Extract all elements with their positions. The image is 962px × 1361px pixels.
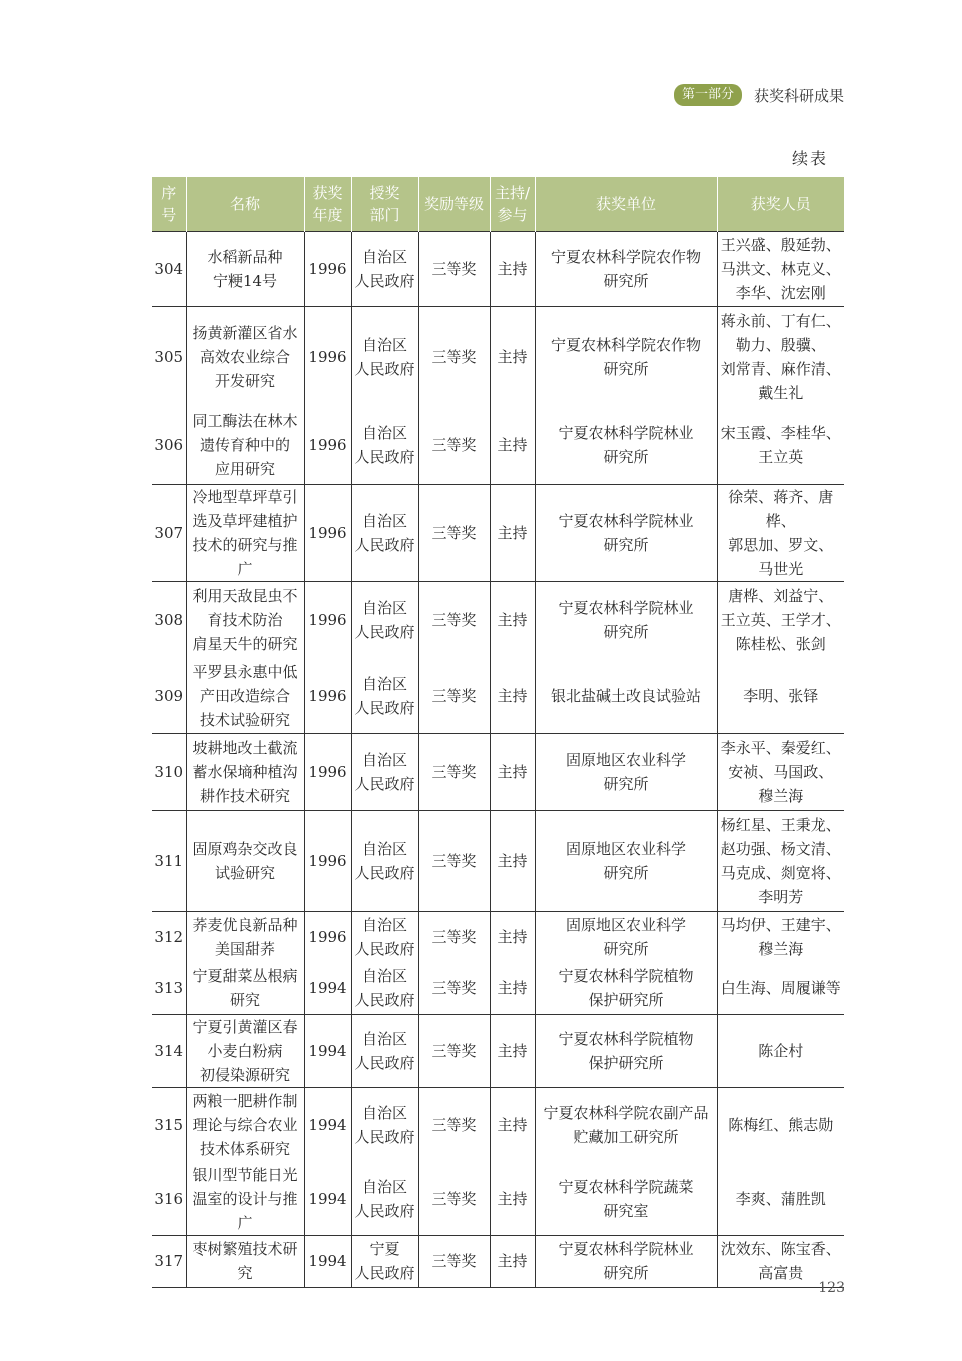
col-header-name: 名称 (186, 177, 304, 232)
cell-dept: 自治区 人民政府 (351, 485, 418, 582)
col-header-no: 序 号 (152, 177, 186, 232)
table-row (152, 1015, 844, 1088)
cell-people: 宋玉霞、李桂华、 王立英 (717, 407, 844, 485)
cell-name: 同工酶法在林木 遗传育种中的 应用研究 (186, 407, 304, 485)
cell-unit: 固原地区农业科学 研究所 (535, 811, 717, 912)
cell-unit: 银北盐碱土改良试验站 (535, 659, 717, 734)
cell-level: 三等奖 (418, 1015, 490, 1088)
table-row (152, 1163, 844, 1236)
cell-people: 唐桦、刘益宁、 王立英、王学才、 陈桂松、张剑 (717, 582, 844, 659)
cell-role: 主持 (490, 811, 535, 912)
cell-year: 1996 (304, 811, 351, 912)
cell-name: 枣树繁殖技术研究 (186, 1235, 304, 1287)
cell-dept: 自治区 人民政府 (351, 307, 418, 407)
cell-dept: 自治区 人民政府 (351, 1163, 418, 1236)
cell-unit: 宁夏农林科学院农副产品 贮藏加工研究所 (535, 1088, 717, 1163)
cell-dept: 自治区 人民政府 (351, 811, 418, 912)
cell-role: 主持 (490, 582, 535, 659)
cell-dept: 自治区 人民政府 (351, 659, 418, 734)
table-row (152, 232, 844, 307)
cell-dept: 自治区 人民政府 (351, 962, 418, 1015)
cell-role: 主持 (490, 962, 535, 1015)
cell-level: 三等奖 (418, 659, 490, 734)
cell-role: 主持 (490, 912, 535, 962)
cell-year: 1994 (304, 1088, 351, 1163)
cell-role: 主持 (490, 1163, 535, 1236)
cell-unit: 宁夏农林科学院蔬菜 研究室 (535, 1163, 717, 1236)
section-title: 获奖科研成果 (753, 86, 844, 105)
cell-year: 1994 (304, 1235, 351, 1287)
cell-people: 马均伊、王建宇、 穆兰海 (717, 912, 844, 962)
cell-role: 主持 (490, 1088, 535, 1163)
cell-name: 利用天敌昆虫不 育技术防治 肩星天牛的研究 (186, 582, 304, 659)
cell-level: 三等奖 (418, 1235, 490, 1287)
cell-people: 杨红星、王秉龙、 赵功强、杨文清、 马克成、剡宽将、 李明芳 (717, 811, 844, 912)
cell-no: 304 (152, 232, 186, 307)
col-header-level: 奖励等级 (418, 177, 490, 232)
table-row (152, 582, 844, 659)
cell-no: 306 (154, 436, 184, 455)
table-row (152, 485, 844, 582)
cell-dept: 自治区 人民政府 (351, 734, 418, 811)
page-number: 123 (818, 1280, 845, 1296)
cell-role: 主持 (490, 307, 535, 407)
table-row (152, 307, 844, 407)
cell-people: 徐荣、蒋齐、唐桦、 郭思加、罗文、 马世光 (717, 485, 844, 582)
cell-year: 1996 (304, 912, 351, 962)
col-header-dept: 授奖 部门 (351, 177, 418, 232)
cell-people: 李爽、蒲胜凯 (717, 1163, 844, 1236)
cell-dept: 自治区 人民政府 (351, 912, 418, 962)
cell-no: 308 (152, 582, 186, 659)
cell-level: 三等奖 (418, 962, 490, 1015)
cell-people: 陈梅红、熊志勋 (717, 1088, 844, 1163)
table-header-row (152, 177, 844, 232)
cell-name: 固原鸡杂交改良 试验研究 (186, 811, 304, 912)
col-header-unit: 获奖单位 (535, 177, 717, 232)
cell-name: 水稻新品种 宁粳14号 (186, 232, 304, 307)
cell-year: 1996 (304, 659, 351, 734)
cell-no: 314 (152, 1015, 186, 1088)
cell-unit: 宁夏农林科学院农作物 研究所 (535, 307, 717, 407)
cell-unit: 宁夏农林科学院林业 研究所 (535, 485, 717, 582)
table-row (152, 1088, 844, 1163)
cell-name: 宁夏甜菜丛根病 研究 (186, 962, 304, 1015)
cell-level: 三等奖 (418, 232, 490, 307)
cell-role: 主持 (490, 1015, 535, 1088)
cell-unit: 宁夏农林科学院林业 研究所 (535, 1235, 717, 1287)
col-header-role: 主持/ 参与 (490, 177, 535, 232)
cell-name: 两粮一肥耕作制 理论与综合农业 技术体系研究 (186, 1088, 304, 1163)
cell-year: 1996 (304, 734, 351, 811)
cell-people: 李明、张铎 (717, 659, 844, 734)
cell-no: 317 (152, 1235, 186, 1287)
cell-no: 309 (154, 686, 184, 705)
cell-no: 312 (152, 912, 186, 962)
cell-dept: 宁夏 人民政府 (351, 1235, 418, 1287)
cell-role: 主持 (490, 659, 535, 734)
cell-unit: 宁夏农林科学院植物 保护研究所 (535, 962, 717, 1015)
running-header (674, 84, 844, 106)
cell-role: 主持 (490, 1235, 535, 1287)
cell-level: 三等奖 (418, 1088, 490, 1163)
cell-people: 蒋永前、丁有仁、 勒力、殷骥、 刘常青、麻作清、 戴生礼 (717, 307, 844, 407)
cell-dept: 自治区 人民政府 (351, 1015, 418, 1088)
cell-unit: 宁夏农林科学院林业 研究所 (535, 407, 717, 485)
cell-level: 三等奖 (418, 307, 490, 407)
cell-role: 主持 (490, 734, 535, 811)
col-header-year: 获奖 年度 (304, 177, 351, 232)
table-row (152, 912, 844, 962)
cell-name: 平罗县永惠中低 产田改造综合 技术试验研究 (186, 659, 304, 734)
cell-people: 沈效东、陈宝香、 高富贵 (717, 1235, 844, 1287)
cell-role: 主持 (490, 232, 535, 307)
cell-level: 三等奖 (418, 734, 490, 811)
cell-no: 315 (152, 1088, 186, 1163)
cell-level: 三等奖 (418, 811, 490, 912)
cell-people: 王兴盛、殷延勃、 马洪文、林克义、 李华、沈宏刚 (717, 232, 844, 307)
cell-dept: 自治区 人民政府 (351, 232, 418, 307)
cell-dept: 自治区 人民政府 (351, 1088, 418, 1163)
awards-table (152, 177, 844, 1288)
cell-name: 冷地型草坪草引 选及草坪建植护 技术的研究与推广 (186, 485, 304, 582)
cell-no: 307 (152, 485, 186, 582)
cell-no: 310 (152, 734, 186, 811)
table-row (152, 1235, 844, 1287)
cell-no: 313 (154, 978, 184, 997)
cell-people: 李永平、秦爱红、 安祯、马国政、 穆兰海 (717, 734, 844, 811)
cell-people: 白生海、周履谦等 (717, 962, 844, 1015)
section-badge: 第一部分 (674, 84, 742, 106)
cell-unit: 固原地区农业科学 研究所 (535, 734, 717, 811)
table-row (152, 734, 844, 811)
cell-name: 坡耕地改土截流 蓄水保墒种植沟 耕作技术研究 (186, 734, 304, 811)
table-row (152, 659, 844, 734)
cell-year: 1994 (304, 1163, 351, 1236)
cell-dept: 自治区 人民政府 (351, 582, 418, 659)
table-row (152, 407, 844, 485)
cell-year: 1994 (304, 962, 351, 1015)
cell-dept: 自治区 人民政府 (351, 407, 418, 485)
continued-label: 续表 (791, 149, 828, 168)
cell-year: 1994 (304, 1015, 351, 1088)
cell-name: 荞麦优良新品种 美国甜荞 (186, 912, 304, 962)
cell-unit: 宁夏农林科学院农作物 研究所 (535, 232, 717, 307)
cell-no: 311 (152, 811, 186, 912)
cell-level: 三等奖 (418, 582, 490, 659)
cell-people: 陈企村 (717, 1015, 844, 1088)
col-header-people: 获奖人员 (717, 177, 844, 232)
cell-level: 三等奖 (418, 1163, 490, 1236)
cell-year: 1996 (304, 582, 351, 659)
cell-name: 银川型节能日光 温室的设计与推广 (186, 1163, 304, 1236)
cell-level: 三等奖 (418, 912, 490, 962)
cell-unit: 宁夏农林科学院林业 研究所 (535, 582, 717, 659)
cell-year: 1996 (304, 485, 351, 582)
cell-no: 305 (152, 307, 186, 407)
table-row (152, 962, 844, 1015)
cell-name: 扬黄新灌区省水 高效农业综合 开发研究 (186, 307, 304, 407)
cell-role: 主持 (490, 485, 535, 582)
table-row (152, 811, 844, 912)
cell-year: 1996 (304, 407, 351, 485)
cell-unit: 宁夏农林科学院植物 保护研究所 (535, 1015, 717, 1088)
cell-no: 316 (154, 1189, 184, 1208)
cell-role: 主持 (490, 407, 535, 485)
cell-name: 宁夏引黄灌区春 小麦白粉病 初侵染源研究 (186, 1015, 304, 1088)
cell-year: 1996 (304, 307, 351, 407)
cell-level: 三等奖 (418, 485, 490, 582)
cell-unit: 固原地区农业科学 研究所 (535, 912, 717, 962)
cell-year: 1996 (304, 232, 351, 307)
cell-level: 三等奖 (418, 407, 490, 485)
